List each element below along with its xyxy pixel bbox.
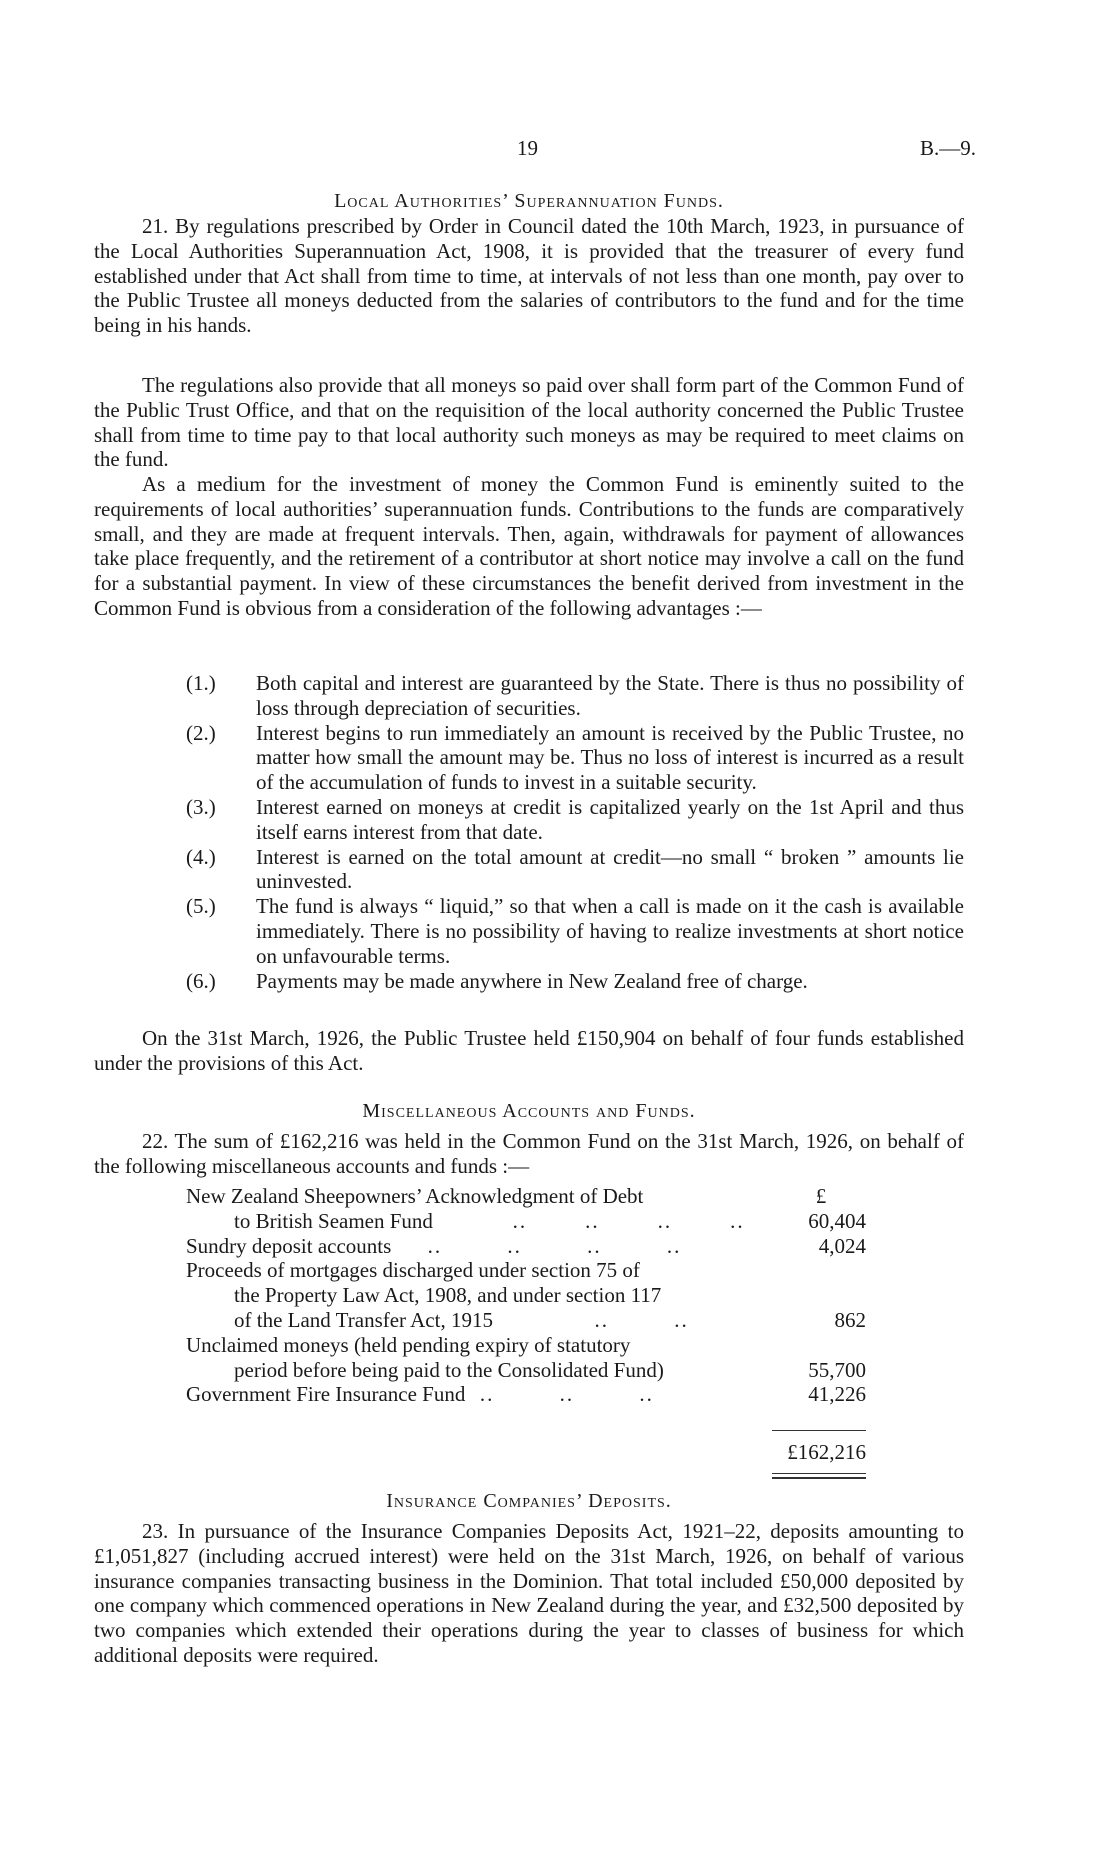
section-23-heading: Insurance Companies’ Deposits.	[386, 1490, 672, 1512]
accounts-table	[186, 1184, 866, 1407]
table-row: Sundry deposit accounts .. .. .. .. 4,024	[186, 1233, 866, 1258]
advantage-item: (5.) The fund is always “ liquid,” so that when a call is made on it the cash is available immediately. There is no possibility of having to realize investments at short notice on unfavourable terms.	[186, 894, 964, 968]
section-21-para-3: As a medium for the investment of money the Common Fund is eminently suited to the requirements of local authorities’ superannuation funds. Contributions to the funds are comparatively small, and they are made at frequent intervals. Then, again, withdrawals for payment of allowances take place frequently, and the retirement of a contributor at short notice may involve a call on the fund for a substantial payment. In view of these circumstances the benefit derived from investment in the Common Fund is obvious from a consideration of the following advantages :—	[94, 472, 964, 620]
table-row	[186, 1184, 866, 1209]
account-description: New Zealand Sheepowners’ Acknowledgment of Debt	[186, 1184, 644, 1208]
section-21-para-2: The regulations also provide that all moneys so paid over shall form part of the Common Fund of the Public Trust Office, and that on the requisition of the local authority concerned the Public Trustee shall from time to time pay to that local authority such moneys as may be required to meet claims on the fund.	[94, 373, 964, 472]
advantages-list	[186, 671, 964, 993]
page-header	[0, 136, 1114, 166]
document-reference: B.—9.	[920, 136, 977, 160]
section-23-para-1: 23. In pursuance of the Insurance Companies Deposits Act, 1921–22, deposits amounting to £1,051,827 (including accrued interest) were held on the 31st March, 1926, on behalf of various insurance companies transacting business in the Dominion. That total included £50,000 deposited by one company which commenced operations in New Zealand during the year, and £32,500 deposited by two companies which extended their operations during the year to classes of business for which additional deposits were required.	[94, 1519, 964, 1667]
section-22-para-1: 22. The sum of £162,216 was held in the Common Fund on the 31st March, 1926, on behalf of the following miscellaneous accounts and funds :—	[94, 1129, 964, 1178]
advantage-item: (4.) Interest is earned on the total amount at credit—no small “ broken ” amounts lie uninvested.	[186, 844, 964, 894]
advantage-item: (3.) Interest earned on moneys at credit is capitalized yearly on the 1st April and thus itself earns interest from that date.	[186, 794, 964, 844]
section-21-para-1: 21. By regulations prescribed by Order in Council dated the 10th March, 1923, in pursuance of the Local Authorities Superannuation Act, 1908, it is provided that the treasurer of every fund established under that Act shall from time to time, at intervals of not less than one month, pay over to the Public Trustee all moneys deducted from the salaries of contributors to the fund and for the time being in his hands.	[94, 214, 964, 338]
section-21-heading: Local Authorities’ Superannuation Funds.	[334, 190, 724, 212]
table-row	[186, 1258, 866, 1283]
table-row	[186, 1333, 866, 1358]
account-description: to British Seamen Fund	[234, 1208, 433, 1233]
account-description: of the Land Transfer Act, 1915	[234, 1307, 493, 1332]
total-rule-top	[772, 1473, 866, 1474]
subtotal-rule	[772, 1430, 866, 1431]
account-description: Government Fire Insurance Fund	[186, 1382, 466, 1407]
account-description: the Property Law Act, 1908, and under section 117	[234, 1283, 662, 1308]
account-description: Proceeds of mortgages discharged under section 75 of	[186, 1258, 640, 1283]
account-amount: 60,404	[808, 1208, 866, 1233]
account-description: Unclaimed moneys (held pending expiry of statutory	[186, 1332, 631, 1357]
section-22-heading: Miscellaneous Accounts and Funds.	[362, 1100, 696, 1122]
page-number: 19	[517, 136, 538, 160]
currency-header: £	[815, 1184, 827, 1208]
advantage-item: (1.) Both capital and interest are guaranteed by the State. There is thus no possibility of loss through depreciation of securities.	[186, 671, 964, 720]
table-row	[186, 1358, 866, 1383]
table-row: of the Land Transfer Act, 1915 .. .. 862	[234, 1307, 866, 1332]
section-21-para-4: On the 31st March, 1926, the Public Trustee held £150,904 on behalf of four funds established under the provisions of this Act.	[94, 1026, 964, 1075]
account-description: period before being paid to the Consolidated Fund)	[234, 1357, 664, 1382]
advantage-item: (2.) Interest begins to run immediately an amount is received by the Public Trustee, no matter how small the amount may be. Thus no loss of interest is incurred as a result of the accumulation of funds to invest in a suitable security.	[186, 720, 964, 795]
account-amount: 55,700	[808, 1357, 866, 1382]
table-row: to British Seamen Fund .. .. .. .. 60,404	[234, 1208, 866, 1233]
account-description: Sundry deposit accounts	[186, 1233, 392, 1258]
table-row	[186, 1283, 866, 1308]
total-rule-bottom	[772, 1477, 866, 1479]
account-amount: 4,024	[818, 1233, 866, 1258]
advantage-item: (6.) Payments may be made anywhere in New Zealand free of charge.	[186, 968, 808, 993]
account-amount: 41,226	[808, 1382, 866, 1407]
accounts-total: £162,216	[787, 1440, 866, 1464]
account-amount: 862	[834, 1307, 866, 1332]
table-row: Government Fire Insurance Fund .. .. .. 41,226	[186, 1382, 866, 1407]
